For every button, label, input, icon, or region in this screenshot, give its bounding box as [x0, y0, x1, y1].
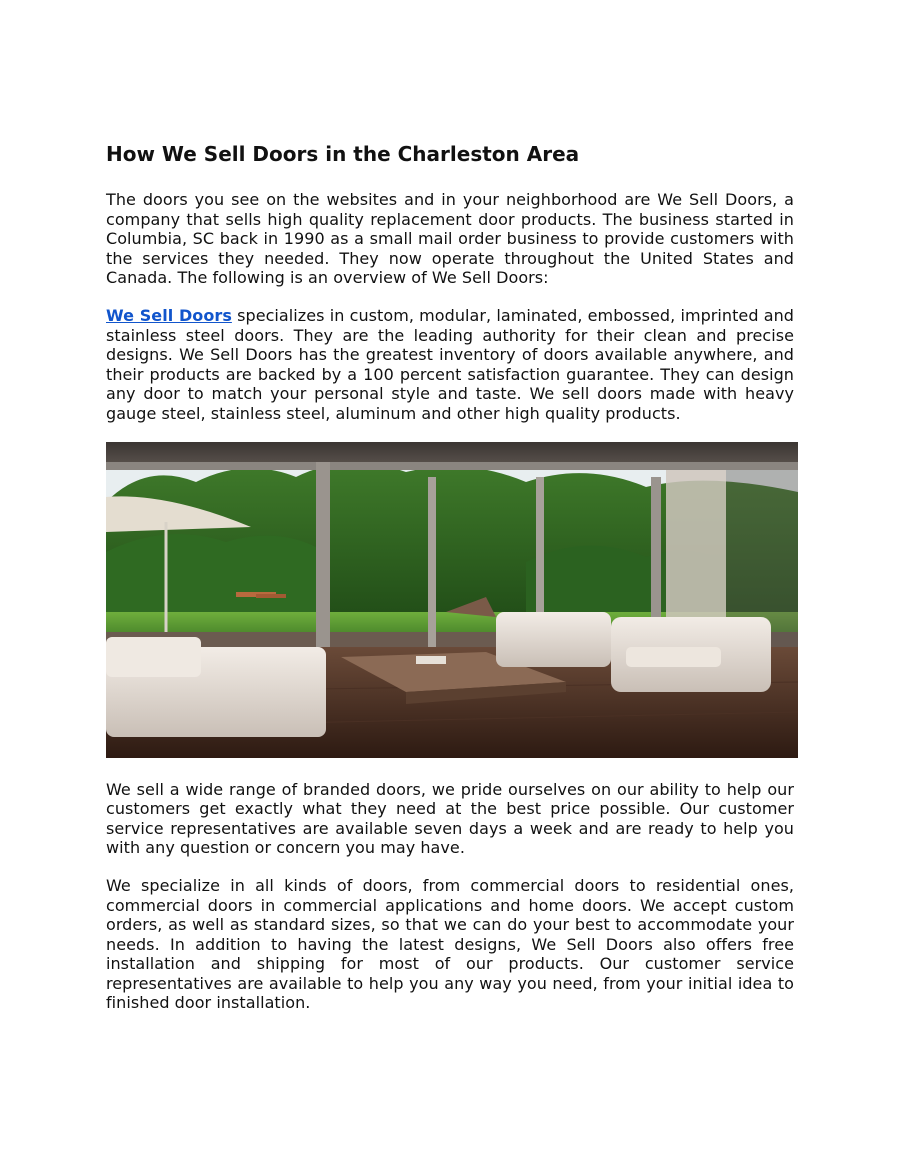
overview-paragraph-text: specializes in custom, modular, laminated, embossed, imprinted and stainless steel doors. They are the leading authority for their clean and precise designs. We Sell Doors has the greatest inventory of doors available anywhere, and their products are backed by a 100 percent satisfaction guarantee. They can design any door to match your personal style and taste. We sell doors made with heavy gauge steel, stainless steel, aluminum and other high quality products. [106, 305, 794, 423]
overview-paragraph [106, 306, 794, 424]
living-room-sliding-doors-photo [106, 442, 798, 758]
page-title: How We Sell Doors in the Charleston Area [106, 142, 580, 166]
intro-paragraph: The doors you see on the websites and in your neighborhood are We Sell Doors, a company that sells high quality replacement door products. The business started in Columbia, SC back in 1990 as a small mail order business to provide customers with the services they needed. They now operate throughout the United States and Canada. The following is an overview of We Sell Doors: [106, 190, 794, 288]
range-paragraph: We sell a wide range of branded doors, we pride ourselves on our ability to help our customers get exactly what they need at the best price possible. Our customer service representatives are available seven days a week and are ready to help you with any question or concern you may have. [106, 779, 794, 858]
specialize-paragraph: We specialize in all kinds of doors, from commercial doors to residential ones, commercial doors in commercial applications and home doors. We accept custom orders, as well as standard sizes, so that we can do your best to accommodate your needs. In addition to having the latest designs, We Sell Doors also offers free installation and shipping for most of our products. Our customer service representatives are available to help you any way you need, from your initial idea to finished door installation. [106, 875, 794, 1013]
document-page [106, 140, 794, 1031]
we-sell-doors-link[interactable]: We Sell Doors [106, 305, 232, 325]
